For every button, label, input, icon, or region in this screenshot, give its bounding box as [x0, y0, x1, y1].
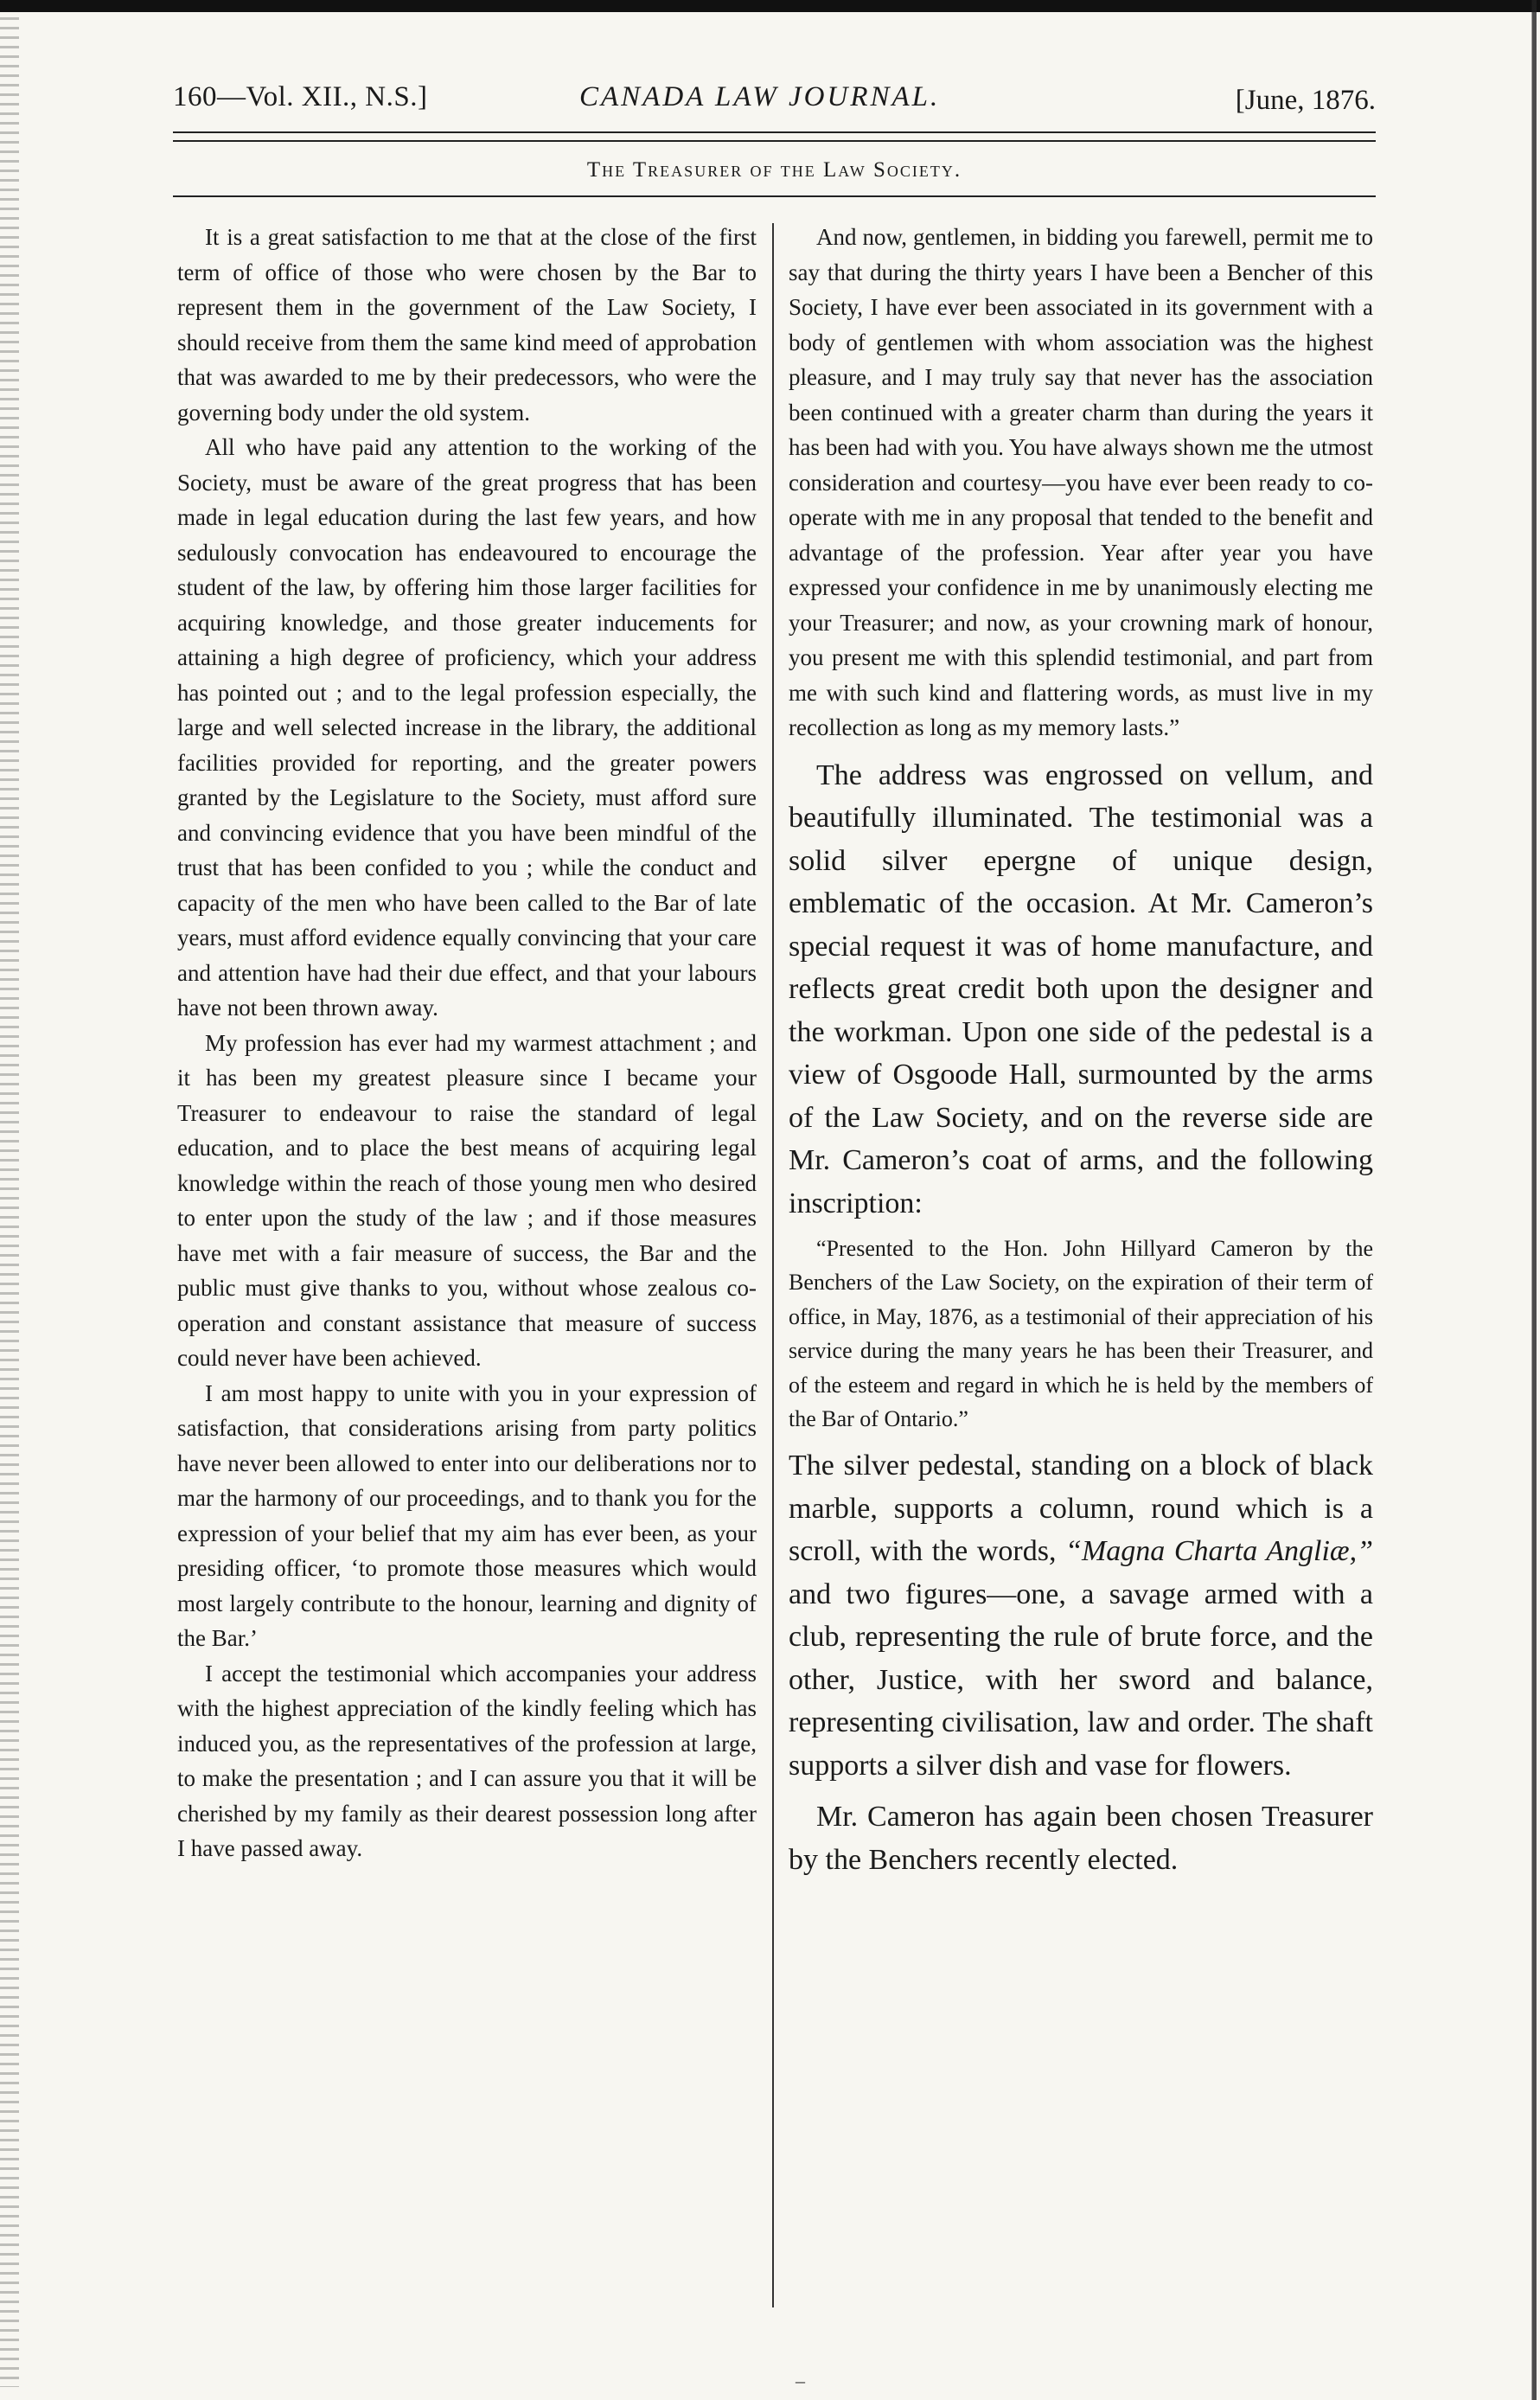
paragraph: I accept the testimonial which accompanies your address with the highest appreciation of the kindly feeling which has induced you, as the representatives of the profession at large, to make the presentation ; and I can assure you that it will be cherished by my family as their dearest possession long after I have passed away. — [177, 1660, 757, 1861]
print-mark: ‒ — [796, 2370, 805, 2391]
italic-phrase: “Magna Charta Angliæ,” — [1065, 1535, 1373, 1568]
header-double-rule — [173, 131, 1376, 142]
header-journal-title: CANADA LAW JOURNAL. — [579, 81, 941, 112]
paragraph-pedestal-description — [789, 1444, 1373, 1787]
left-column — [177, 220, 757, 1866]
text-run: and two figures—one, a savage armed with a club, representing the rule of brute force, and the other, Justice, with her sword and balance, representing civilisation, law and order. The shaft supports a silver dish and vase for flowers. — [789, 1578, 1373, 1782]
right-column — [789, 220, 1373, 1881]
page-left-binding-edge — [0, 17, 19, 2387]
paragraph: All who have paid any attention to the working of the Society, must be aware of the great progress that has been made in legal education during the last few years, and how sedulously convocation has endeavoured to encourage the student of the law, by offering him those larger facilities for acquiring knowledge, and those greater inducements for attaining a high degree of proficiency, which your address has pointed out ; and to the legal profession especially, the large and well selected increase in the library, the additional facilities provided for reporting, and the greater powers granted by the Legislature to the Society, must afford sure and convincing evidence that you have been mindful of the trust that has been confided to you ; while the conduct and capacity of the men who have been called to the Bar of late years, must afford evidence equally convincing that your care and attention have had their due effect, and that your labours have not been thrown away. — [177, 434, 757, 1021]
header-date: [June, 1876. — [1235, 85, 1376, 116]
paragraph-address-description: The address was engrossed on vellum, and beautifully illuminated. The testimonial was a solid silver epergne of unique design, emblematic of the occasion. At Mr. Cameron’s special request it was of home manufacture, and reflects great credit both upon the designer and the workman. Upon one side of the pedestal is a view of Osgoode Hall, surmounted by the arms of the Law Society, and on the reverse side are Mr. Cameron’s coat of arms, and the following inscription: — [789, 758, 1373, 1219]
paragraph: My profession has ever had my warmest attachment ; and it has been my greatest pleasure since I became your Treasurer to endeavour to raise the standard of legal education, and to place the best means of acquiring legal knowledge within the reach of those young men who desired to enter upon the study of the law ; and if those measures have met with a fair measure of success, the Bar and the public must give thanks to you, without whose zealous co-operation and constant assistance that measure of success could never have been achieved. — [177, 1029, 757, 1371]
paragraph: It is a great satisfaction to me that at the close of the first term of office of those who were chosen by the Bar to represent them in the government of the Law Society, I should receive from them the same kind meed of approbation that was awarded to me by their predecessors, who were the governing body under the old system. — [177, 224, 757, 426]
inscription-quote: “Presented to the Hon. John Hillyard Cameron by the Benchers of the Law Society, on the expiration of their term of office, in May, 1876, as a testimonial of their appreciation of his service during the many years he has been their Treasurer, and of the esteem and regard in which he is held by the members of the Bar of Ontario.” — [789, 1236, 1373, 1432]
column-divider — [772, 223, 774, 2307]
header-volume: 160—Vol. XII., N.S.] — [173, 81, 428, 112]
page-top-edge — [0, 0, 1540, 12]
page-right-edge — [1524, 0, 1537, 2400]
text-run: The silver pedestal, standing on a block of black marble, supports a column, round which is a scroll, with the words, — [789, 1450, 1373, 1568]
section-rule — [173, 195, 1376, 197]
paragraph: And now, gentlemen, in bidding you farewell, permit me to say that during the thirty years I have been a Bencher of this Society, I have ever been associated in its government with a body of gentlemen with whom association was the highest pleasure, and I may truly say that never has the association been continued with a greater charm than during the years it has been had with you. You have always shown me the utmost consideration and courtesy—you have ever been ready to co-operate with me in any proposal that tended to the benefit and advantage of the profession. Year after year you have expressed your confidence in me by unanimously electing me your Treasurer; and now, as your crowning mark of honour, you present me with this splendid testimonial, and part from me with such kind and flattering words, as must live in my recollection as long as my memory lasts.” — [789, 224, 1373, 740]
running-header — [173, 69, 1376, 121]
paragraph: I am most happy to unite with you in your expression of satisfaction, that considerations arising from party politics have never been allowed to enter into our deliberations nor to mar the harmony of our proceedings, and to thank you for the expression of your belief that my aim has ever been, as your presiding officer, ‘to promote those measures which would most largely contribute to the honour, learning and dignity of the Bar.’ — [177, 1379, 757, 1651]
paragraph-closing: Mr. Cameron has again been chosen Treasurer by the Benchers recently elected. — [789, 1801, 1373, 1876]
section-title: The Treasurer of the Law Society. — [586, 158, 962, 182]
